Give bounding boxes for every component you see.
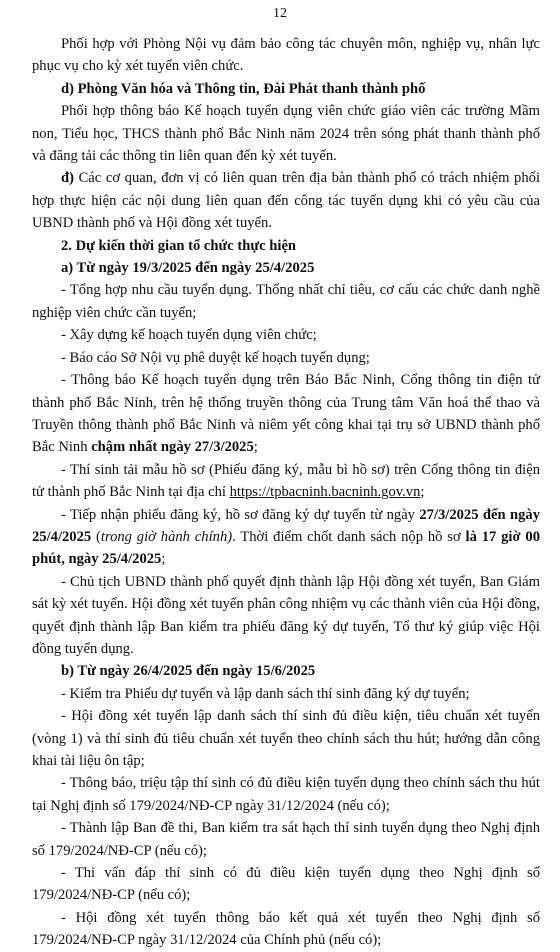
bold-text: a) Từ ngày 19/3/2025 đến ngày 25/4/2025 [61,260,315,277]
text-run: - Hội đồng xét tuyển lập danh sách thí sinh đủ điều kiện, tiêu chuẩn xét tuyển (vòng 1) và thí sinh đủ tiêu chuẩn xét tuyển theo chính sách thu hút; hướng dẫn công khai tài liệu ôn tập; [32,708,540,769]
bold-text: 27/3/2025 đến ngày 25/4/2025 [32,506,540,545]
subheading-b [32,660,540,682]
list-item [32,279,540,324]
text-run: . Thời điểm chốt danh sách nộp hồ sơ [232,528,466,545]
bold-text: chậm nhất ngày 27/3/2025 [91,439,254,456]
list-item [32,459,540,504]
list-item [32,683,540,705]
section-heading-2 [32,235,540,257]
bold-text: 2. Dự kiến thời gian tổ chức thực hiện [61,237,297,254]
text-run: - Xây dựng kế hoạch tuyển dụng viên chức; [61,327,317,344]
italic-text: trong giờ hành chính) [100,528,233,545]
list-item [32,324,540,346]
bold-text: d) Phòng Văn hóa và Thông tin, Đài Phát thanh thành phố [61,80,426,97]
list-item [32,347,540,369]
text-run: Các cơ quan, đơn vị có liên quan trên địa bàn thành phố có trách nhiệm phối hợp thực hiện các nội dung liên quan đến công tác tuyển dụng khi có yêu cầu của UBND thành phố và Hội đồng xét tuyển. [32,170,540,232]
text-run: - Tiếp nhận phiếu đăng ký, hồ sơ đăng ký dự tuyển từ ngày [61,506,420,523]
paragraph-3 [32,100,540,167]
bold-text: là 17 giờ 00 phút, ngày 25/4/2025 [32,528,541,568]
text-run: - Hội đồng xét tuyển thông báo kết quả xét tuyển theo Nghị định số 179/2024/NĐ-CP ngày 31/12/2024 của Chính phủ (nếu có); [32,909,540,949]
text-run: ; [420,484,425,501]
text-run: - Thành lập Ban đề thi, Ban kiểm tra sát hạch thí sinh tuyển dụng theo Nghị định số 179/2024/NĐ-CP (nếu có); [32,820,540,859]
text-run: ; [253,439,258,456]
text-run: - Tổng hợp nhu cầu tuyển dụng. Thống nhất chỉ tiêu, cơ cấu các chức danh nghề nghiệp viên chức cần tuyển; [32,282,540,321]
list-item [32,817,540,862]
list-item [32,369,540,459]
text-run: ( [91,528,101,545]
list-item [32,705,540,772]
list-item [32,862,540,907]
text-run: Phối hợp với Phòng Nội vụ đảm bảo công tác chuyên môn, nghiệp vụ, nhân lực phục vụ cho kỳ xét tuyển viên chức. [32,36,540,75]
list-item [32,907,540,952]
text-run: - Thi vấn đáp thí sinh có đủ điều kiện tuyển dụng theo Nghị định số 179/2024/NĐ-CP (nếu có); [32,865,540,904]
text-run: ; [161,551,166,568]
list-item [32,571,540,661]
text-run: - Thông báo Kế hoạch tuyển dụng trên Báo Bắc Ninh, Cổng thông tin điện tử thành phố Bắc Ninh, trên hệ thống truyền thông của Trung tâm Văn hoá thể thao và Truyền thông thành phố Bắc Ninh và niêm yết công khai tại trụ sở UBND thành phố Bắc Ninh [32,372,540,456]
bold-text: b) Từ ngày 26/4/2025 đến ngày 15/6/2025 [61,663,316,680]
list-item [32,504,540,571]
text-run: - Kiểm tra Phiếu dự tuyển và lập danh sách thí sinh đăng ký dự tuyển; [61,685,470,702]
page-number: 12 [273,6,287,21]
list-item [32,772,540,817]
heading-d-culture-radio [32,78,540,100]
text-run: - Thí sinh tải mẫu hồ sơ (Phiếu đăng ký, mẫu bì hồ sơ) trên Cổng thông tin điện tử thành phố Bắc Ninh tại địa chỉ [32,461,540,501]
link-text[interactable]: https://tpbacninh.bacninh.gov.vn [229,484,421,501]
bold-text: đ) [61,170,79,187]
paragraph-4 [32,167,540,234]
paragraph-1 [32,33,540,78]
text-run: - Chủ tịch UBND thành phố quyết định thành lập Hội đồng xét tuyển, Ban Giám sát kỳ xét tuyển. Hội đồng xét tuyển phân công nhiệm vụ các thành viên của Hội đồng, quyết định thành lập Ban kiểm tra phiếu đăng ký dự tuyển, Tổ thư ký giúp việc Hội đồng tuyển dụng. [32,573,540,657]
subheading-a [32,257,540,279]
text-run: Phối hợp thông báo Kế hoạch tuyển dụng viên chức giáo viên các trường Mầm non, Tiểu học, THCS thành phố Bắc Ninh năm 2024 trên sóng phát thanh thành phố và đăng tải các thông tin liên quan đến kỳ xét tuyển. [32,103,540,165]
text-run: - Báo cáo Sở Nội vụ phê duyệt kế hoạch tuyển dụng; [61,349,370,366]
document-body [32,33,540,952]
text-run: - Thông báo, triệu tập thí sinh có đủ điều kiện tuyển dụng theo chính sách thu hút tại Nghị định số 179/2024/NĐ-CP ngày 31/12/2024 (nếu có); [32,775,540,814]
